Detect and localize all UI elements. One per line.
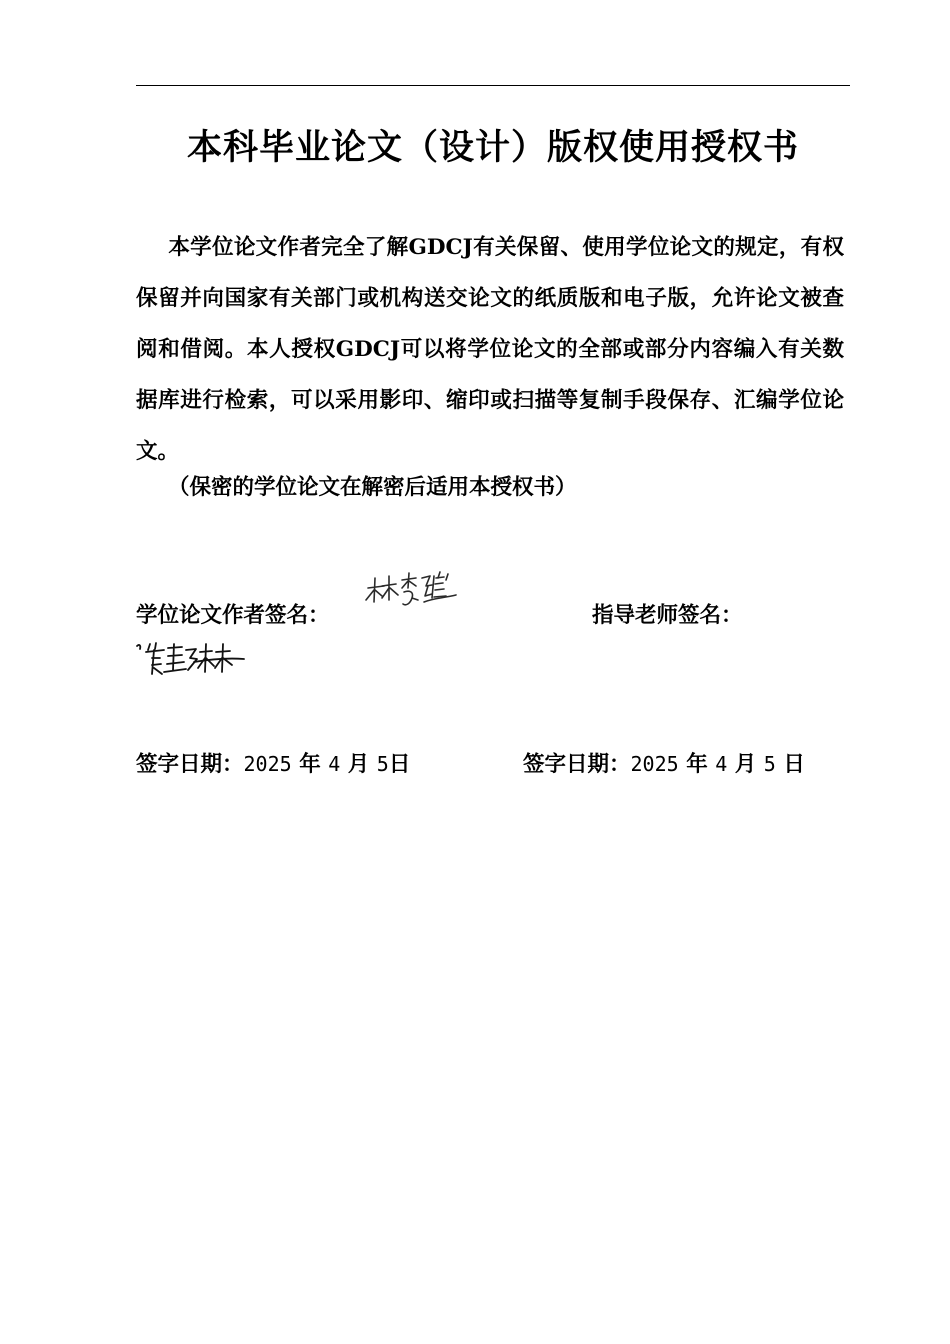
header-rule xyxy=(136,85,850,86)
author-signature-label: 学位论文作者签名： xyxy=(136,603,330,628)
document-title: 本科毕业论文（设计）版权使用授权书 xyxy=(186,127,799,168)
advisor-date-day-unit: 日 xyxy=(783,752,805,777)
advisor-date-year-unit: 年 xyxy=(686,752,708,777)
advisor-date-month: 4 xyxy=(715,752,728,776)
author-date-year: 2025 xyxy=(243,752,292,776)
author-date-month-unit: 月 xyxy=(347,752,370,777)
advisor-date-year: 2025 xyxy=(630,752,679,776)
advisor-date-label: 签字日期： xyxy=(523,752,631,777)
confidentiality-note: （保密的学位论文在解密后适用本授权书） xyxy=(168,475,577,500)
author-date-month: 4 xyxy=(328,752,341,776)
advisor-signature-label: 指导老师签名： xyxy=(592,603,743,628)
author-date-day-unit: 日 xyxy=(388,752,411,777)
author-date-year-unit: 年 xyxy=(299,752,321,777)
authorization-paragraph-text: 本学位论文作者完全了解GDCJ有关保留、使用学位论文的规定，有权保留并向国家有关部门或机构送交论文的纸质版和电子版，允许论文被查阅和借阅。本人授权GDCJ可以将学位论文的全部或部分内容编入有关数据库进行检索，可以采用影印、缩印或扫描等复制手段保存、汇编学位论文。 xyxy=(136,235,844,464)
authorization-paragraph xyxy=(136,222,844,477)
author-sign-date xyxy=(136,747,410,778)
advisor-signature xyxy=(134,638,246,678)
author-signature xyxy=(362,568,460,612)
advisor-sign-date xyxy=(523,747,805,778)
advisor-date-month-unit: 月 xyxy=(734,752,757,777)
author-date-label: 签字日期： xyxy=(136,752,244,777)
author-date-day: 5 xyxy=(376,752,389,776)
advisor-date-day: 5 xyxy=(763,752,776,776)
